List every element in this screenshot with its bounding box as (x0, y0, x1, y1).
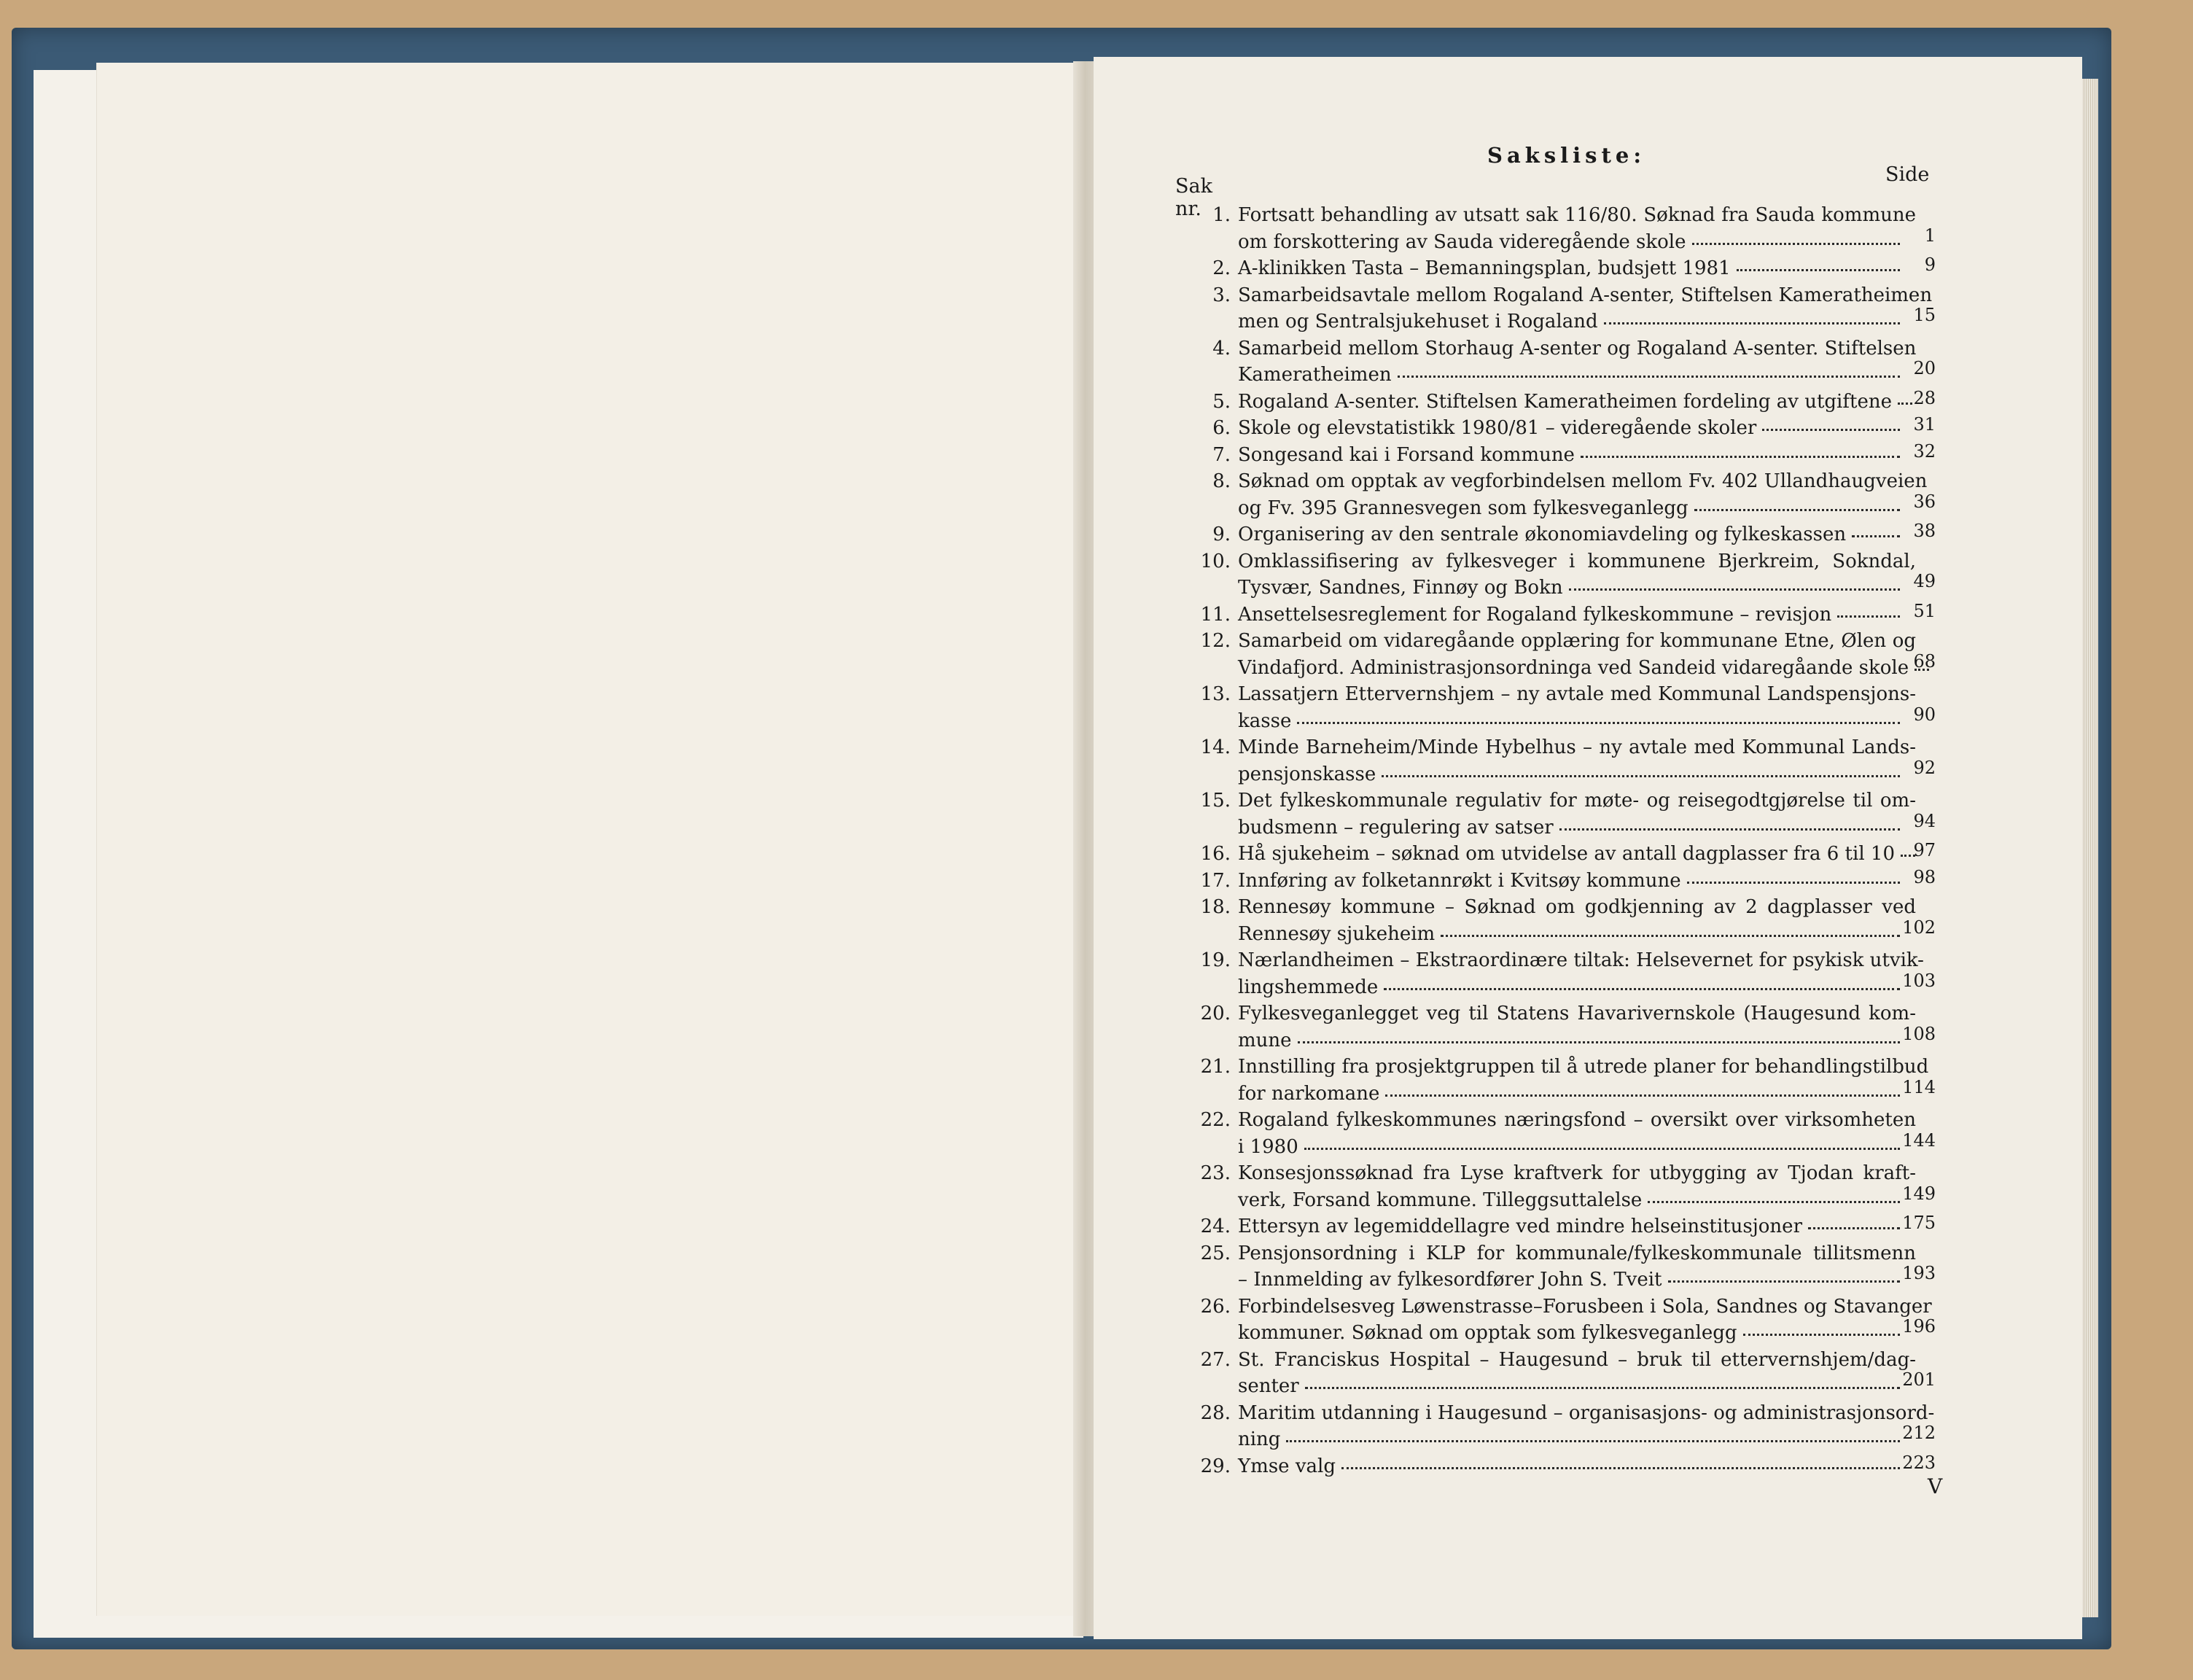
entry-page-number: 1 (1924, 225, 1936, 246)
entry-page-number: 196 (1902, 1316, 1936, 1337)
dot-leader (1385, 1094, 1900, 1097)
toc-entry (1196, 1162, 1936, 1216)
entry-text-line: Konsesjonssøknad fra Lyse kraftverk for utbygging av Tjodan kraft- (1238, 1162, 1916, 1184)
entry-text-line: Pensjonsordning i KLP for kommunale/fylkeskommunale tillitsmenn (1238, 1242, 1916, 1264)
entry-text-line: Samarbeid om vidaregåande opplæring for kommunane Etne, Ølen og (1238, 630, 1916, 652)
entry-text-line: Forbindelsesveg Løwenstrasse–Forusbeen i Sola, Sandnes og Stavanger (1238, 1295, 1932, 1318)
entry-text-line (1238, 1455, 1916, 1477)
entry-number: 19. (1200, 949, 1231, 971)
toc-entry (1196, 387, 1936, 418)
toc-entry (1196, 896, 1936, 949)
entry-number: 13. (1200, 683, 1231, 705)
toc-entry (1196, 683, 1936, 736)
entry-text: men og Sentralsjukehuset i Rogaland (1238, 311, 1598, 332)
toc-entry (1196, 254, 1936, 284)
side-header: Side (1885, 163, 1930, 186)
toc-entry (1196, 440, 1936, 471)
entry-text-line (1238, 1136, 1916, 1158)
page-folio: V (1928, 1474, 1943, 1498)
dot-leader (1304, 1148, 1900, 1150)
entry-text-line (1238, 817, 1916, 839)
entry-text-line (1238, 417, 1916, 439)
toc-entry (1196, 1056, 1936, 1109)
entry-text: Organisering av den sentrale økonomiavdeling og fylkeskassen (1238, 524, 1847, 545)
entry-text-line (1238, 1030, 1916, 1051)
dot-leader (1694, 509, 1900, 511)
dot-leader (1692, 243, 1900, 245)
entry-text-line (1238, 763, 1916, 785)
entry-page-number: 98 (1913, 866, 1936, 887)
dot-leader (1341, 1467, 1900, 1469)
entry-text-line: Fylkesveganlegget veg til Statens Havarivernskole (Haugesund kom- (1238, 1003, 1916, 1024)
toc-entry (1196, 521, 1936, 551)
entry-page-number: 201 (1902, 1369, 1936, 1390)
entry-page-number: 9 (1924, 254, 1936, 275)
entry-text-line (1238, 1375, 1916, 1397)
entry-text-line (1238, 497, 1916, 519)
entry-text: pensjonskasse (1238, 763, 1376, 785)
page-edges (2082, 79, 2098, 1617)
entry-page-number: 149 (1902, 1183, 1936, 1204)
entry-page-number: 20 (1913, 358, 1936, 378)
entry-text: A-klinikken Tasta – Bemanningsplan, budsjett 1981 (1238, 257, 1731, 279)
entry-page-number: 51 (1913, 600, 1936, 621)
entry-page-number: 114 (1902, 1076, 1936, 1097)
entry-number: 9. (1212, 524, 1231, 545)
entry-text-line: Det fylkeskommunale regulativ for møte- og reisegodtgjørelse til om- (1238, 790, 1916, 812)
entry-text-line: Rennesøy kommune – Søknad om godkjenning av 2 dagplasser ved (1238, 896, 1916, 918)
entry-text-line (1238, 1083, 1916, 1105)
toc-title: Saksliste: (1487, 143, 1646, 168)
entry-text: og Fv. 395 Grannesvegen som fylkesveganlegg (1238, 497, 1688, 519)
entry-number: 18. (1200, 896, 1231, 918)
entry-text-line (1238, 524, 1916, 545)
toc-entry (1196, 1452, 1936, 1482)
entry-page-number: 49 (1913, 571, 1936, 591)
toc-entry (1196, 736, 1936, 790)
entry-number: 11. (1200, 603, 1231, 626)
entry-text-line: Omklassifisering av fylkesveger i kommunene Bjerkreim, Sokndal, (1238, 550, 1916, 572)
entry-number: 22. (1200, 1109, 1231, 1131)
entry-page-number: 28 (1913, 387, 1936, 408)
entry-text-line: St. Franciskus Hospital – Haugesund – bruk til ettervernshjem/dag- (1238, 1348, 1916, 1371)
dot-leader (1559, 828, 1900, 831)
entry-page-number: 36 (1913, 491, 1936, 512)
entry-text: Hå sjukeheim – søknad om utvidelse av antall dagplasser fra 6 til 10 (1238, 843, 1895, 865)
entry-page-number: 90 (1913, 704, 1936, 725)
entry-text: Rennesøy sjukeheim (1238, 922, 1436, 945)
entry-page-number: 31 (1913, 414, 1936, 435)
entry-number: 28. (1200, 1401, 1231, 1424)
entry-number: 14. (1200, 736, 1231, 758)
entry-text-line: Innstilling fra prosjektgruppen til å utrede planer for behandlingstilbud (1238, 1056, 1929, 1078)
entry-text-line (1238, 1322, 1916, 1344)
entry-number: 16. (1200, 843, 1231, 865)
entry-text: Skole og elevstatistikk 1980/81 – videregående skoler (1238, 417, 1757, 439)
toc-entry (1196, 840, 1936, 870)
entry-text: Tysvær, Sandnes, Finnøy og Bokn (1238, 577, 1563, 599)
entry-page-number: 15 (1913, 305, 1936, 325)
entry-number: 21. (1200, 1056, 1231, 1078)
toc-entry (1196, 1296, 1936, 1349)
entry-page-number: 108 (1902, 1023, 1936, 1044)
entry-page-number: 144 (1902, 1129, 1936, 1151)
entry-text-line: Lassatjern Ettervernshjem – ny avtale med Kommunal Landspensjons- (1238, 683, 1916, 705)
entry-text-line: Rogaland fylkeskommunes næringsfond – oversikt over virksomheten (1238, 1109, 1916, 1131)
toc-entry (1196, 600, 1936, 631)
entry-number: 25. (1200, 1242, 1231, 1264)
entry-text-line (1238, 257, 1916, 279)
entry-number: 24. (1200, 1216, 1231, 1237)
dot-leader (1298, 1041, 1900, 1043)
entry-text-line: Samarbeid mellom Storhaug A-senter og Rogaland A-senter. Stiftelsen (1238, 337, 1917, 359)
entry-number: 7. (1212, 443, 1231, 466)
entry-page-number: 212 (1902, 1423, 1936, 1443)
entry-page-number: 32 (1913, 440, 1936, 462)
entry-text-line (1238, 577, 1916, 599)
toc-entry (1196, 630, 1936, 683)
entry-number: 27. (1200, 1348, 1231, 1371)
entry-number: 8. (1212, 470, 1231, 492)
entry-text-line: Maritim utdanning i Haugesund – organisasjons- og administrasjonsord- (1238, 1401, 1935, 1424)
entry-text-line (1238, 1269, 1916, 1291)
entry-text-line (1238, 391, 1916, 413)
dot-leader (1441, 935, 1900, 937)
dot-leader (1668, 1280, 1900, 1283)
entry-number: 12. (1200, 630, 1231, 652)
dot-leader (1648, 1201, 1900, 1203)
entry-number: 26. (1200, 1295, 1231, 1318)
dot-leader (1837, 615, 1900, 618)
entry-text-line: Samarbeidsavtale mellom Rogaland A-senter, Stiftelsen Kameratheimen (1238, 284, 1933, 306)
entry-text-line (1238, 444, 1916, 466)
dot-leader (1384, 988, 1900, 990)
entry-text-line (1238, 923, 1916, 945)
entry-text: Kameratheimen (1238, 364, 1392, 386)
toc-entry (1196, 551, 1936, 604)
entry-text: om forskottering av Sauda videregående skole (1238, 230, 1686, 253)
entry-number: 29. (1200, 1455, 1231, 1477)
entry-text-line (1238, 976, 1916, 998)
entry-text: kommuner. Søknad om opptak som fylkesveganlegg (1238, 1322, 1737, 1344)
entry-text-line (1238, 1216, 1916, 1237)
dot-leader (1743, 1334, 1900, 1336)
entry-page-number: 68 (1913, 650, 1936, 672)
toc-entry (1196, 1349, 1936, 1402)
entry-text: kasse (1238, 709, 1292, 732)
entry-text: i 1980 (1238, 1135, 1298, 1158)
entry-text: Ettersyn av legemiddellagre ved mindre helseinstitusjoner (1238, 1216, 1802, 1237)
entry-page-number: 92 (1913, 757, 1936, 778)
entry-page-number: 223 (1902, 1452, 1936, 1473)
entry-number: 1. (1212, 204, 1231, 226)
toc-entry (1196, 1242, 1936, 1296)
dot-leader (1305, 1387, 1900, 1389)
entry-text: lingshemmede (1238, 976, 1379, 998)
entry-text-line (1238, 710, 1916, 732)
toc-entry (1196, 414, 1936, 444)
dot-leader (1604, 322, 1900, 324)
entry-page-number: 38 (1913, 521, 1936, 541)
entry-text-line (1238, 1428, 1916, 1450)
entry-number: 20. (1200, 1003, 1231, 1024)
entry-text: Songesand kai i Forsand kommune (1238, 443, 1575, 466)
toc-entry (1196, 866, 1936, 897)
entry-text-line (1238, 311, 1916, 332)
entry-text: for narkomane (1238, 1082, 1380, 1105)
entry-text-line (1238, 843, 1916, 865)
entry-text: mune (1238, 1029, 1292, 1051)
dot-leader (1569, 588, 1900, 591)
toc-entry (1196, 1003, 1936, 1056)
dot-leader (1297, 722, 1900, 724)
entry-text: Ansettelsesreglement for Rogaland fylkeskommune – revisjon (1238, 603, 1832, 626)
entry-text-line (1238, 364, 1916, 386)
toc-entry (1196, 470, 1936, 524)
toc-entry (1196, 1213, 1936, 1242)
sak-nr-header: Sak nr. (1175, 175, 1212, 220)
entry-page-number: 103 (1902, 970, 1936, 991)
entry-text-line (1238, 870, 1916, 892)
dot-leader (1808, 1227, 1900, 1229)
entry-number: 23. (1200, 1162, 1231, 1184)
entry-text-line (1238, 657, 1916, 679)
entry-number: 6. (1212, 417, 1231, 439)
entry-page-number: 193 (1902, 1263, 1936, 1283)
entry-number: 5. (1212, 390, 1231, 413)
entry-text: Vindafjord. Administrasjonsordninga ved Sandeid vidaregåande skole (1238, 656, 1909, 679)
entry-page-number: 102 (1902, 917, 1936, 938)
entry-text: Rogaland A-senter. Stiftelsen Kameratheimen fordeling av utgiftene (1238, 390, 1892, 413)
entry-text-line (1238, 231, 1916, 253)
toc-entry (1196, 1109, 1936, 1162)
toc-entry (1196, 790, 1936, 843)
entry-number: 2. (1212, 257, 1231, 279)
dot-leader (1286, 1440, 1900, 1442)
dot-leader (1581, 456, 1900, 458)
toc-entry (1196, 204, 1936, 257)
entry-number: 15. (1200, 790, 1231, 812)
entry-number: 10. (1200, 550, 1231, 572)
dot-leader (1382, 775, 1900, 777)
dot-leader (1687, 882, 1900, 884)
left-page-sheet (96, 63, 1084, 1616)
entry-text-line: Søknad om opptak av vegforbindelsen mellom Fv. 402 Ullandhaugveien (1238, 470, 1928, 492)
entry-text-line: Fortsatt behandling av utsatt sak 116/80. Søknad fra Sauda kommune (1238, 204, 1916, 226)
entry-text-line (1238, 604, 1916, 626)
entry-text-line: Minde Barneheim/Minde Hybelhus – ny avtale med Kommunal Lands- (1238, 736, 1916, 758)
entry-text: – Innmelding av fylkesordfører John S. Tveit (1238, 1269, 1662, 1291)
entry-text-line (1238, 1189, 1916, 1211)
toc-entry (1196, 1402, 1936, 1455)
entry-number: 17. (1200, 869, 1231, 892)
entry-text: senter (1238, 1375, 1299, 1397)
dot-leader (1762, 429, 1900, 431)
entry-text: Innføring av folketannrøkt i Kvitsøy kommune (1238, 869, 1681, 892)
toc-entry (1196, 949, 1936, 1003)
toc-entry (1196, 338, 1936, 391)
entry-page-number: 175 (1902, 1213, 1936, 1233)
entry-page-number: 97 (1913, 840, 1936, 860)
entry-text: verk, Forsand kommune. Tilleggsuttalelse (1238, 1189, 1643, 1211)
toc-entry (1196, 284, 1936, 338)
entry-number: 4. (1212, 337, 1231, 359)
entry-text-line: Nærlandheimen – Ekstraordinære tiltak: Helsevernet for psykisk utvik- (1238, 949, 1924, 971)
entry-text: ning (1238, 1428, 1281, 1450)
entry-text: Ymse valg (1238, 1455, 1336, 1477)
entry-page-number: 94 (1913, 810, 1936, 831)
dot-leader (1398, 376, 1900, 378)
entry-number: 3. (1212, 284, 1231, 306)
entry-text: budsmenn – regulering av satser (1238, 816, 1554, 839)
dot-leader (1737, 269, 1900, 271)
